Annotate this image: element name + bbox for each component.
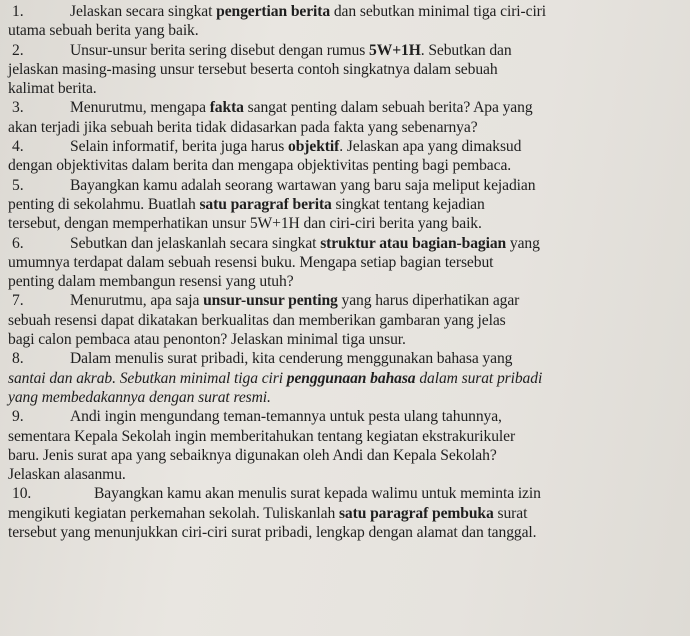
question-item xyxy=(8,234,684,292)
question-number: 9. xyxy=(12,408,24,426)
emphasis-text: unsur-unsur penting xyxy=(203,292,338,310)
question-text: yang harus diperhatikan agar xyxy=(337,292,520,310)
question-line xyxy=(8,253,684,272)
question-text: dalam surat pribadi xyxy=(415,369,543,387)
question-text: dengan objektivitas dalam berita dan mengapa objektivitas penting bagi pembaca. xyxy=(8,157,512,175)
question-number: 2. xyxy=(12,41,24,59)
question-text: sangat penting dalam sebuah berita? Apa yang xyxy=(243,99,533,117)
question-text: singkat tentang kejadian xyxy=(331,195,485,213)
emphasis-text: fakta xyxy=(209,99,244,117)
question-line xyxy=(8,79,684,98)
question-line xyxy=(8,156,684,175)
question-text: Unsur-unsur berita sering disebut dengan rumus xyxy=(70,41,370,59)
question-line xyxy=(8,330,684,349)
emphasis-text: satu paragraf pembuka xyxy=(338,504,494,522)
question-text: Jelaskan alasanmu. xyxy=(8,466,126,484)
question-text: baru. Jenis surat apa yang sebaiknya digunakan oleh Andi dan Kepala Sekolah? xyxy=(8,446,497,464)
question-line xyxy=(8,311,684,330)
question-text: bagi calon pembaca atau penonton? Jelaskan minimal tiga unsur. xyxy=(8,331,406,349)
question-line xyxy=(8,2,684,21)
question-item xyxy=(8,41,684,99)
question-line xyxy=(8,41,684,60)
question-text: . Sebutkan dan xyxy=(420,41,512,59)
question-item xyxy=(8,2,684,41)
question-text: tersebut yang menunjukkan ciri-ciri surat pribadi, lengkap dengan alamat dan tanggal. xyxy=(8,524,537,542)
question-number: 4. xyxy=(12,138,24,156)
question-text: mengikuti kegiatan perkemahan sekolah. Tuliskanlah xyxy=(8,504,339,522)
question-item xyxy=(8,407,684,484)
question-text: Selain informatif, berita juga harus xyxy=(70,138,289,156)
question-text: utama sebuah berita yang baik. xyxy=(8,22,199,40)
question-number: 7. xyxy=(12,292,24,310)
question-line xyxy=(8,388,684,407)
question-line xyxy=(8,21,684,40)
question-line xyxy=(8,272,684,291)
question-text: penting di sekolahmu. Buatlah xyxy=(8,195,200,213)
emphasis-text: satu paragraf berita xyxy=(199,195,332,213)
question-number: 8. xyxy=(12,350,24,368)
question-text: tersebut, dengan memperhatikan unsur 5W+1H dan ciri-ciri berita yang baik. xyxy=(8,215,482,233)
question-text: Menurutmu, apa saja xyxy=(70,292,204,310)
question-text: . Jelaskan apa yang dimaksud xyxy=(339,138,522,156)
question-line xyxy=(8,137,684,156)
question-line xyxy=(8,369,684,388)
question-line xyxy=(8,234,684,253)
question-text: Andi ingin mengundang teman-temannya untuk pesta ulang tahunnya, xyxy=(70,408,502,426)
question-line xyxy=(8,407,684,426)
question-line xyxy=(8,118,684,137)
question-line xyxy=(8,98,684,117)
question-line xyxy=(8,176,684,195)
question-text: yang xyxy=(506,234,540,252)
question-line xyxy=(8,504,684,523)
question-number: 5. xyxy=(12,176,24,194)
question-line xyxy=(8,60,684,79)
question-text: surat xyxy=(493,504,528,522)
question-number: 1. xyxy=(12,3,24,20)
question-text: kalimat berita. xyxy=(8,80,97,98)
question-text: santai dan akrab. Sebutkan minimal tiga ciri xyxy=(8,369,287,387)
question-item xyxy=(8,291,684,349)
question-line xyxy=(8,214,684,233)
question-line xyxy=(8,195,684,214)
question-text: umumnya terdapat dalam sebuah resensi buku. Mengapa setiap bagian tersebut xyxy=(8,253,494,271)
question-text: sementara Kepala Sekolah ingin memberitahukan tentang kegiatan ekstrakurikuler xyxy=(8,427,516,445)
emphasis-text: penggunaan bahasa xyxy=(286,369,416,387)
emphasis-text: pengertian berita xyxy=(216,3,331,20)
question-line xyxy=(8,484,684,503)
question-line xyxy=(8,427,684,446)
question-item xyxy=(8,137,684,176)
question-line xyxy=(8,523,684,542)
question-text: akan terjadi jika sebuah berita tidak didasarkan pada fakta yang sebenarnya? xyxy=(8,118,478,136)
question-text: Dalam menulis surat pribadi, kita cenderung menggunakan bahasa yang xyxy=(70,350,513,368)
question-text: Bayangkan kamu adalah seorang wartawan yang baru saja meliput kejadian xyxy=(70,176,536,194)
question-text: Bayangkan kamu akan menulis surat kepada walimu untuk meminta izin xyxy=(94,485,541,503)
question-item xyxy=(8,176,684,234)
emphasis-text: objektif xyxy=(288,138,340,156)
question-number: 6. xyxy=(12,234,24,252)
emphasis-text: struktur atau bagian-bagian xyxy=(320,234,507,252)
question-text: dan sebutkan minimal tiga ciri-ciri xyxy=(330,3,547,20)
question-text: jelaskan masing-masing unsur tersebut beserta contoh singkatnya dalam sebuah xyxy=(8,60,498,78)
question-line xyxy=(8,349,684,368)
question-item xyxy=(8,484,684,542)
question-number: 10. xyxy=(12,485,32,503)
question-number: 3. xyxy=(12,99,24,117)
question-item xyxy=(8,98,684,137)
question-item xyxy=(8,349,684,407)
emphasis-text: 5W+1H xyxy=(369,41,421,59)
question-text: Jelaskan secara singkat xyxy=(70,3,217,20)
question-line xyxy=(8,446,684,465)
question-line xyxy=(8,291,684,310)
question-text: penting dalam membangun resensi yang utuh? xyxy=(8,273,294,291)
question-text: Sebutkan dan jelaskanlah secara singkat xyxy=(70,234,321,252)
question-text: Menurutmu, mengapa xyxy=(70,99,210,117)
question-line xyxy=(8,465,684,484)
question-text: sebuah resensi dapat dikatakan berkualitas dan memberikan gambaran yang jelas xyxy=(8,311,506,329)
question-text: yang membedakannya dengan surat resmi. xyxy=(8,388,271,406)
